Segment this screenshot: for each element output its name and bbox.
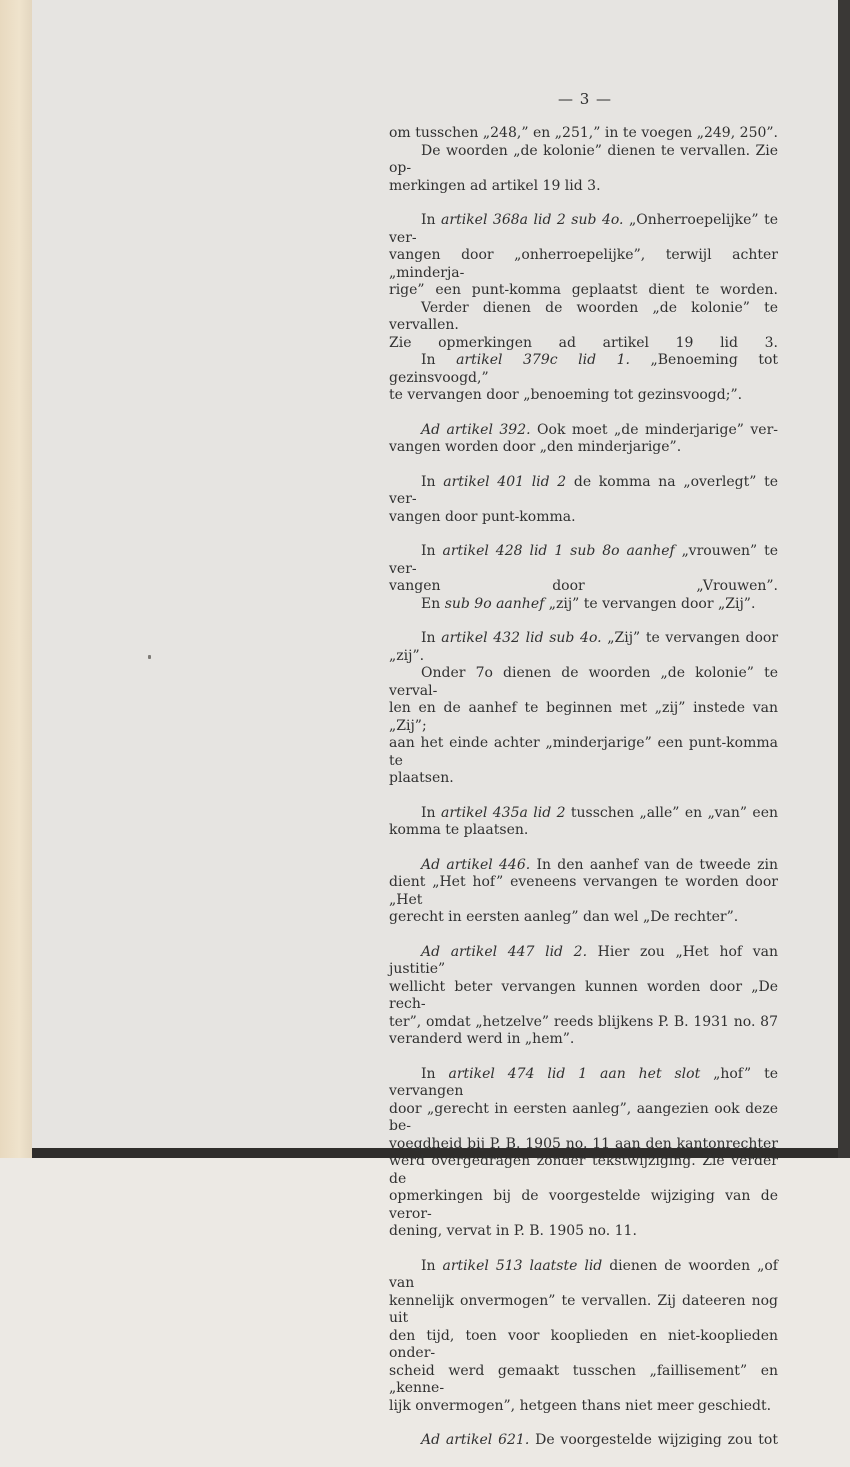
text-line bbox=[389, 735, 778, 770]
text-line bbox=[389, 422, 778, 440]
text-line bbox=[389, 1066, 778, 1101]
paragraph bbox=[389, 422, 778, 457]
article-reference: Ad artikel 621. bbox=[421, 1432, 530, 1448]
paragraph bbox=[389, 857, 778, 927]
line-text: „Onherroepelijke” te ver- bbox=[389, 212, 778, 246]
line-text: „Benoeming tot gezinsvoogd,” bbox=[389, 352, 779, 386]
paragraph bbox=[389, 805, 778, 840]
line-text: Hier zou „Het hof van justitie” bbox=[389, 943, 778, 977]
text-line bbox=[389, 596, 778, 614]
text-line bbox=[389, 1031, 778, 1049]
line-text: wellicht beter vervangen kunnen worden door „De rech- bbox=[389, 978, 778, 1012]
text-line bbox=[389, 125, 778, 143]
line-text: dient „Het hof” eveneens vervangen te worden door „Het bbox=[389, 874, 778, 908]
line-text: rige” een punt-komma geplaatst dient te worden. bbox=[389, 282, 778, 298]
line-prefix: In bbox=[421, 804, 441, 821]
line-text: werd overgedragen zonder tekstwijziging. Zie verder de bbox=[389, 1153, 778, 1187]
line-prefix: In bbox=[421, 212, 442, 228]
text-line bbox=[389, 1432, 778, 1450]
line-text: scheid werd gemaakt tusschen „faillisement” en „kenne- bbox=[389, 1362, 778, 1396]
line-text: veranderd werd in „hem”. bbox=[389, 1031, 575, 1047]
line-text: ter”, omdat „hetzelve” reeds blijkens P. B. 1931 no. 87 bbox=[389, 1013, 778, 1030]
paragraph bbox=[389, 212, 778, 405]
line-text: vangen door punt-komma. bbox=[389, 508, 576, 525]
paragraph bbox=[389, 543, 778, 613]
line-prefix: In bbox=[421, 1065, 449, 1082]
line-text: lijk onvermogen”, hetgeen thans niet meer geschiedt. bbox=[389, 1397, 772, 1414]
text-line bbox=[389, 822, 778, 840]
ink-speck bbox=[148, 655, 151, 659]
paragraph bbox=[389, 474, 778, 527]
article-reference: artikel 428 lid 1 sub 8o aanhef bbox=[442, 543, 675, 559]
text-line bbox=[389, 909, 778, 927]
text-line bbox=[389, 979, 778, 1014]
line-text: Onder 7o dienen de woorden „de kolonie” te verval- bbox=[389, 665, 778, 699]
line-text: Zie opmerkingen ad artikel 19 lid 3. bbox=[389, 334, 778, 351]
scan-border-right bbox=[838, 0, 850, 1158]
text-line bbox=[389, 212, 778, 247]
text-line bbox=[389, 1363, 778, 1398]
line-text: „zij” te vervangen door „Zij”. bbox=[544, 595, 756, 612]
line-prefix: In bbox=[421, 473, 444, 490]
line-text: dening, vervat in P. B. 1905 no. 11. bbox=[389, 1223, 637, 1239]
text-line bbox=[389, 805, 778, 823]
line-text: Ook moet „de minderjarige” ver- bbox=[530, 421, 778, 438]
article-reference: Ad artikel 392. bbox=[421, 421, 531, 438]
line-text: om tusschen „248,” en „251,” in te voegen „249, 250”. bbox=[389, 125, 778, 141]
line-text: te vervangen door „benoeming tot gezinsvoogd;”. bbox=[389, 387, 743, 403]
article-reference: Ad artikel 446. bbox=[421, 856, 531, 873]
line-text: „hof” te vervangen bbox=[389, 1065, 778, 1099]
text-line bbox=[389, 247, 778, 282]
line-text: komma te plaatsen. bbox=[389, 822, 529, 838]
text-line bbox=[389, 1223, 778, 1241]
line-text: door „gerecht in eersten aanleg”, aangezien ook deze be- bbox=[389, 1100, 778, 1134]
text-line bbox=[389, 1014, 778, 1032]
line-text: aan het einde achter „minderjarige” een punt-komma te bbox=[389, 735, 778, 769]
paragraph bbox=[389, 125, 778, 195]
text-line bbox=[389, 630, 778, 665]
line-text: Verder dienen de woorden „de kolonie” te vervallen. bbox=[389, 299, 778, 333]
text-line bbox=[389, 1153, 778, 1188]
text-line bbox=[389, 282, 778, 300]
article-reference: artikel 379c lid 1. bbox=[456, 352, 630, 368]
line-text: voegdheid bij P. B. 1905 no. 11 aan den kantonrechter bbox=[389, 1135, 778, 1152]
text-line bbox=[389, 300, 778, 335]
article-reference: artikel 401 lid 2 bbox=[443, 473, 567, 490]
text-line bbox=[389, 352, 778, 387]
line-text: „vrouwen” te ver- bbox=[389, 543, 778, 577]
article-reference: artikel 368a lid 2 sub 4o. bbox=[441, 212, 624, 228]
text-line bbox=[389, 665, 778, 700]
line-text: kennelijk onvermogen” te vervallen. Zij dateeren nog uit bbox=[389, 1292, 778, 1326]
text-line bbox=[389, 1328, 778, 1363]
article-reference: sub 9o aanhef bbox=[444, 595, 545, 612]
text-line bbox=[389, 1258, 778, 1293]
line-text: tusschen „alle” en „van” een bbox=[565, 804, 779, 821]
text-line bbox=[389, 474, 778, 509]
line-text: vangen door „Vrouwen”. bbox=[389, 578, 778, 594]
text-line bbox=[389, 874, 778, 909]
paragraph bbox=[389, 1432, 778, 1450]
line-text: De woorden „de kolonie” dienen te vervallen. Zie op- bbox=[389, 142, 778, 176]
text-line bbox=[389, 770, 778, 788]
line-text: vangen door „onherroepelijke”, terwijl achter „minderja- bbox=[389, 247, 778, 281]
article-reference: artikel 474 lid 1 aan het slot bbox=[448, 1065, 701, 1082]
line-text: den tijd, toen voor kooplieden en niet-kooplieden onder- bbox=[389, 1327, 778, 1361]
line-prefix: En bbox=[421, 595, 445, 612]
text-line bbox=[389, 509, 778, 527]
page-number: — 3 — bbox=[557, 90, 613, 108]
text-line bbox=[389, 439, 778, 457]
page-left-edge bbox=[0, 0, 32, 1158]
line-prefix: In bbox=[421, 1257, 443, 1274]
line-text: plaatsen. bbox=[389, 770, 454, 786]
line-text: vangen worden door „den minderjarige”. bbox=[389, 439, 682, 455]
article-reference: Ad artikel 447 lid 2. bbox=[421, 943, 588, 960]
text-line bbox=[389, 335, 778, 353]
line-text: In den aanhef van de tweede zin bbox=[530, 856, 778, 873]
line-text: „Zij” te vervangen door „zij”. bbox=[389, 630, 779, 664]
paragraph bbox=[389, 1258, 778, 1416]
line-prefix: In bbox=[421, 352, 457, 368]
text-line bbox=[389, 1398, 778, 1416]
text-line bbox=[389, 578, 778, 596]
text-line bbox=[389, 944, 778, 979]
text-line bbox=[389, 543, 778, 578]
text-line bbox=[389, 1101, 778, 1136]
article-reference: artikel 432 lid sub 4o. bbox=[441, 630, 602, 646]
text-line bbox=[389, 143, 778, 178]
paragraph bbox=[389, 944, 778, 1049]
line-text: merkingen ad artikel 19 lid 3. bbox=[389, 177, 601, 194]
text-line bbox=[389, 857, 778, 875]
article-reference: artikel 435a lid 2 bbox=[440, 804, 566, 821]
line-prefix: In bbox=[421, 543, 443, 559]
line-text: De voorgestelde wijziging zou tot bbox=[529, 1432, 778, 1448]
body-text bbox=[389, 125, 778, 1467]
article-reference: artikel 513 laatste lid bbox=[442, 1257, 603, 1274]
line-text: gerecht in eersten aanleg” dan wel „De rechter”. bbox=[389, 909, 739, 925]
line-prefix: In bbox=[421, 630, 442, 646]
line-text: de komma na „overlegt” te ver- bbox=[389, 473, 778, 507]
text-line bbox=[389, 1188, 778, 1223]
line-text: len en de aanhef te beginnen met „zij” instede van „Zij”; bbox=[389, 700, 778, 734]
paragraph bbox=[389, 1066, 778, 1241]
line-text: dienen de woorden „of van bbox=[389, 1257, 778, 1291]
text-line bbox=[389, 700, 778, 735]
text-line bbox=[389, 1293, 778, 1328]
paragraph bbox=[389, 630, 778, 788]
line-text: opmerkingen bij de voorgestelde wijziging van de veror- bbox=[389, 1188, 778, 1222]
text-line bbox=[389, 387, 778, 405]
text-line bbox=[389, 178, 778, 196]
text-line bbox=[389, 1136, 778, 1154]
